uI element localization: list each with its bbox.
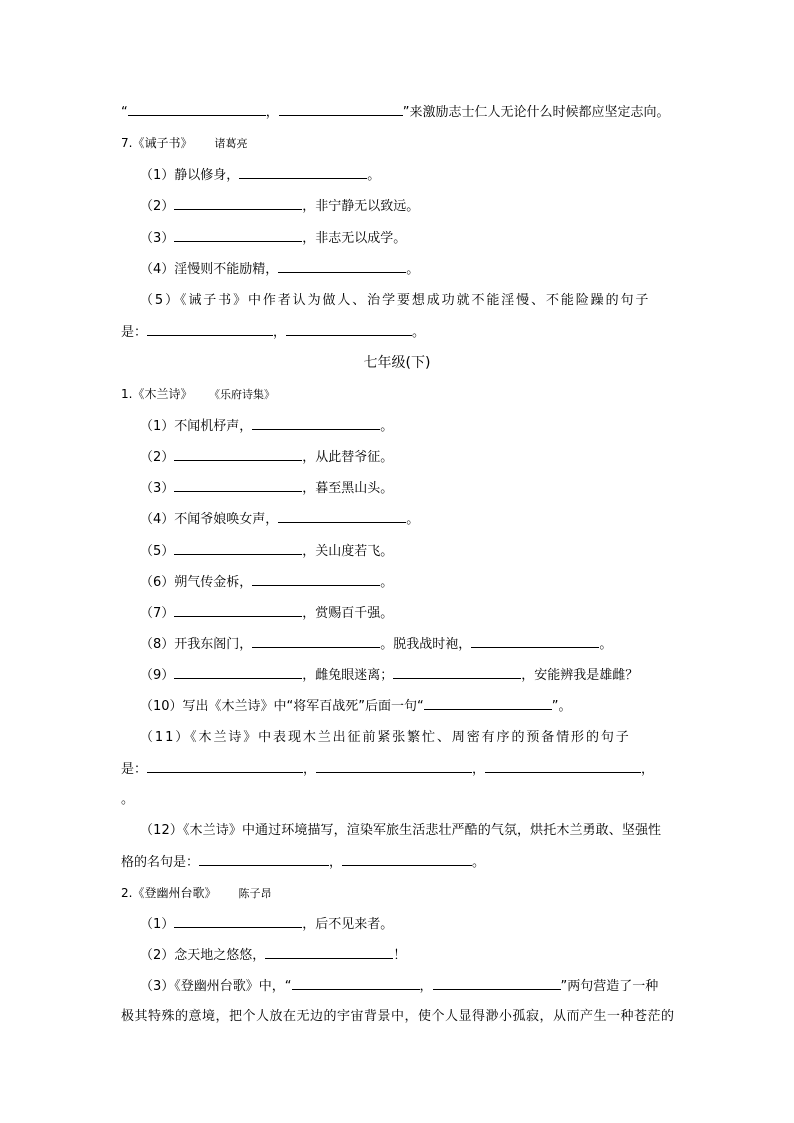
question-1-5: （5） ，关山度若飞。 xyxy=(140,541,393,562)
blank[interactable] xyxy=(174,228,302,242)
section-heading-2: 2.《登幽州台歌》 陈子昂 xyxy=(121,886,272,900)
blank[interactable] xyxy=(471,634,599,648)
question-1-2: （2） ，从此替爷征。 xyxy=(140,447,393,468)
blank[interactable] xyxy=(174,914,302,928)
section-heading-1: 1.《木兰诗》 《乐府诗集》 xyxy=(121,387,275,401)
source: 《乐府诗集》 xyxy=(214,388,275,401)
question-7-4: （4）淫慢则不能励精， 。 xyxy=(140,259,419,280)
question-1-11-line3: 。 xyxy=(121,792,135,807)
blank[interactable] xyxy=(128,102,266,116)
question-2-3-line2: 极其特殊的意境，把个人放在无边的宇宙背景中，使个人显得渺小孤寂，从而产生一种苍茫的 xyxy=(121,1009,675,1024)
blank[interactable] xyxy=(292,976,420,990)
blank[interactable] xyxy=(286,322,412,336)
blank[interactable] xyxy=(342,852,472,866)
question-7-2: （2） ，非宁静无以致远。 xyxy=(140,196,419,217)
question-1-12-line2: 格的名句是： ， 。 xyxy=(121,852,485,873)
blank[interactable] xyxy=(485,759,641,773)
blank[interactable] xyxy=(252,572,380,586)
blank[interactable] xyxy=(199,852,329,866)
blank[interactable] xyxy=(265,945,393,959)
question-1-7: （7） ，赏赐百千强。 xyxy=(140,603,393,624)
author: 诸葛亮 xyxy=(214,137,248,150)
blank[interactable] xyxy=(316,759,472,773)
question-7-5-line2: 是： ， 。 xyxy=(121,322,425,343)
blank[interactable] xyxy=(174,447,302,461)
blank[interactable] xyxy=(147,759,303,773)
blank[interactable] xyxy=(433,976,561,990)
question-1-4: （4）不闻爷娘唤女声， 。 xyxy=(140,509,419,530)
blank[interactable] xyxy=(174,196,302,210)
blank[interactable] xyxy=(239,165,367,179)
blank[interactable] xyxy=(424,696,552,710)
blank[interactable] xyxy=(393,665,521,679)
blank[interactable] xyxy=(278,509,406,523)
question-1-6: （6）朔气传金柝， 。 xyxy=(140,572,393,593)
blank[interactable] xyxy=(147,322,273,336)
question-2-3-line1: （3）《登幽州台歌》中，“ ， ”两句营造了一种 xyxy=(140,976,658,997)
blank[interactable] xyxy=(278,259,406,273)
blank[interactable] xyxy=(252,416,380,430)
question-7-1: （1）静以修身， 。 xyxy=(140,165,380,186)
question-1-9: （9） ，雌兔眼迷离； ，安能辨我是雄雌？ xyxy=(140,665,638,686)
blank[interactable] xyxy=(174,478,302,492)
top-carryover-line: “ ， ”来激励志士仁人无论什么时候都应坚定志向。 xyxy=(121,102,670,123)
blank[interactable] xyxy=(279,102,403,116)
grade-title: 七年级(下) xyxy=(363,355,431,371)
question-1-10: （10）写出《木兰诗》中“将军百战死”后面一句“ ”。 xyxy=(140,696,572,717)
question-1-12-line1: （12）《木兰诗》中通过环境描写，渲染军旅生活悲壮严酷的气氛，烘托木兰勇敢、坚强性 xyxy=(140,823,662,838)
question-1-1: （1）不闻机杼声， 。 xyxy=(140,416,393,437)
question-1-8: （8）开我东阁门， 。脱我战时袍， 。 xyxy=(140,634,612,655)
question-1-11-line1: （11）《木兰诗》中表现木兰出征前紧张繁忙、周密有序的预备情形的句子 xyxy=(140,730,631,745)
question-1-11-line2: 是： ， ， ， xyxy=(121,759,654,780)
question-2-2: （2）念天地之悠悠， ！ xyxy=(140,945,406,966)
blank[interactable] xyxy=(174,541,302,555)
section-heading-7: 7.《诫子书》 诸葛亮 xyxy=(121,136,248,150)
question-7-5-line1: （5）《诫子书》中作者认为做人、治学要想成功就不能淫慢、不能险躁的句子 xyxy=(140,293,651,308)
question-7-3: （3） ，非志无以成学。 xyxy=(140,228,406,249)
author: 陈子昂 xyxy=(238,887,272,900)
blank[interactable] xyxy=(252,634,380,648)
blank[interactable] xyxy=(174,603,302,617)
question-1-3: （3） ，暮至黑山头。 xyxy=(140,478,393,499)
question-2-1: （1） ，后不见来者。 xyxy=(140,914,393,935)
blank[interactable] xyxy=(174,665,302,679)
